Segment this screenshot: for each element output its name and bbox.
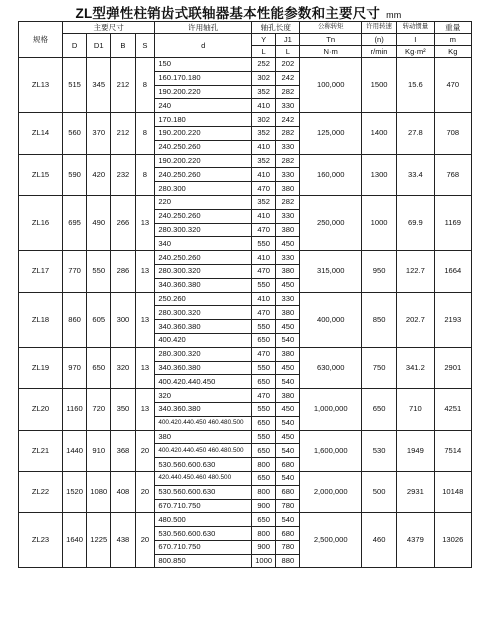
cell-i: 341.2 [397, 347, 434, 388]
cell-bore: 340.360.380 [155, 278, 252, 292]
cell-length-j: 242 [276, 113, 300, 127]
cell-s: 8 [135, 154, 155, 195]
cell-length-j: 380 [276, 264, 300, 278]
cell-s: 13 [135, 292, 155, 347]
cell-tn: 1,600,000 [300, 430, 362, 471]
cell-b: 232 [111, 154, 135, 195]
cell-n: 750 [362, 347, 397, 388]
cell-b: 286 [111, 251, 135, 292]
cell-s: 13 [135, 251, 155, 292]
cell-length-y: 900 [252, 499, 276, 513]
cell-b: 212 [111, 113, 135, 154]
cell-i: 1949 [397, 430, 434, 471]
cell-length-y: 650 [252, 444, 276, 458]
header-Y: Y [252, 34, 276, 46]
cell-length-y: 650 [252, 471, 276, 485]
cell-n: 530 [362, 430, 397, 471]
cell-tn: 100,000 [300, 58, 362, 113]
cell-n: 1400 [362, 113, 397, 154]
cell-s: 8 [135, 113, 155, 154]
table-row [19, 347, 472, 361]
cell-b: 212 [111, 58, 135, 113]
cell-n: 460 [362, 513, 397, 568]
cell-length-j: 282 [276, 154, 300, 168]
cell-length-j: 380 [276, 389, 300, 403]
cell-length-y: 800 [252, 527, 276, 541]
cell-spec: ZL14 [19, 113, 63, 154]
cell-s: 20 [135, 430, 155, 471]
cell-tn: 315,000 [300, 251, 362, 292]
table-row [19, 389, 472, 403]
cell-i: 202.7 [397, 292, 434, 347]
cell-spec: ZL22 [19, 471, 63, 512]
cell-m: 10148 [434, 471, 471, 512]
cell-length-y: 470 [252, 264, 276, 278]
cell-bore: 530.560.600.630 [155, 458, 252, 472]
header-Tn: Tn [300, 34, 362, 46]
cell-s: 8 [135, 58, 155, 113]
table-row [19, 154, 472, 168]
cell-length-j: 450 [276, 237, 300, 251]
cell-length-y: 650 [252, 375, 276, 389]
table-title [0, 2, 477, 22]
cell-s: 20 [135, 513, 155, 568]
cell-d1: 420 [87, 154, 111, 195]
cell-bore: 320 [155, 389, 252, 403]
cell-length-y: 1000 [252, 554, 276, 568]
cell-i: 69.9 [397, 195, 434, 250]
cell-m: 7514 [434, 430, 471, 471]
cell-m: 768 [434, 154, 471, 195]
cell-m: 470 [434, 58, 471, 113]
cell-m: 4251 [434, 389, 471, 430]
cell-length-y: 470 [252, 182, 276, 196]
cell-b: 438 [111, 513, 135, 568]
cell-d: 515 [62, 58, 86, 113]
cell-bore: 250.260 [155, 292, 252, 306]
cell-length-y: 650 [252, 333, 276, 347]
cell-bore: 420.440.450.460 480.500 [155, 471, 252, 485]
cell-length-j: 380 [276, 182, 300, 196]
cell-bore: 340 [155, 237, 252, 251]
cell-bore: 480.500 [155, 513, 252, 527]
cell-d: 1520 [62, 471, 86, 512]
cell-bore: 530.560.600.630 [155, 527, 252, 541]
cell-length-j: 380 [276, 223, 300, 237]
table-row [19, 430, 472, 444]
cell-b: 320 [111, 347, 135, 388]
cell-length-j: 330 [276, 251, 300, 265]
cell-length-j: 380 [276, 347, 300, 361]
cell-length-y: 550 [252, 237, 276, 251]
cell-length-j: 330 [276, 99, 300, 113]
cell-tn: 125,000 [300, 113, 362, 154]
cell-bore: 400.420.440.450 [155, 375, 252, 389]
table-row [19, 471, 472, 485]
cell-length-y: 800 [252, 485, 276, 499]
cell-bore: 170.180 [155, 113, 252, 127]
cell-d: 1640 [62, 513, 86, 568]
cell-bore: 800.850 [155, 554, 252, 568]
cell-tn: 400,000 [300, 292, 362, 347]
cell-n: 1500 [362, 58, 397, 113]
spec-table [18, 21, 472, 568]
header-D1: D1 [87, 34, 111, 58]
header-spec: 规格 [19, 22, 63, 58]
cell-length-j: 680 [276, 485, 300, 499]
cell-spec: ZL19 [19, 347, 63, 388]
cell-length-y: 550 [252, 320, 276, 334]
cell-length-j: 282 [276, 126, 300, 140]
cell-spec: ZL23 [19, 513, 63, 568]
cell-spec: ZL21 [19, 430, 63, 471]
cell-i: 710 [397, 389, 434, 430]
cell-length-y: 470 [252, 347, 276, 361]
cell-bore: 340.360.380 [155, 320, 252, 334]
cell-length-j: 540 [276, 333, 300, 347]
cell-s: 20 [135, 471, 155, 512]
cell-length-j: 680 [276, 527, 300, 541]
cell-length-y: 410 [252, 99, 276, 113]
cell-bore: 280.300.320 [155, 223, 252, 237]
cell-bore: 530.560.600.630 [155, 485, 252, 499]
cell-bore: 240 [155, 99, 252, 113]
cell-length-y: 352 [252, 85, 276, 99]
cell-d: 970 [62, 347, 86, 388]
cell-length-y: 252 [252, 58, 276, 72]
header-I: I [397, 34, 434, 46]
table-row [19, 292, 472, 306]
header-torque-unit: N·m [300, 46, 362, 58]
cell-i: 4379 [397, 513, 434, 568]
header-n: (n) [362, 34, 397, 46]
cell-tn: 2,000,000 [300, 471, 362, 512]
cell-length-y: 410 [252, 209, 276, 223]
cell-n: 500 [362, 471, 397, 512]
cell-length-j: 540 [276, 375, 300, 389]
cell-length-j: 330 [276, 168, 300, 182]
cell-d1: 370 [87, 113, 111, 154]
cell-tn: 1,000,000 [300, 389, 362, 430]
cell-bore: 240.250.260 [155, 140, 252, 154]
cell-length-y: 352 [252, 126, 276, 140]
cell-b: 266 [111, 195, 135, 250]
cell-length-j: 450 [276, 278, 300, 292]
cell-spec: ZL20 [19, 389, 63, 430]
cell-length-j: 540 [276, 416, 300, 430]
cell-d: 860 [62, 292, 86, 347]
cell-m: 2193 [434, 292, 471, 347]
cell-n: 1300 [362, 154, 397, 195]
cell-bore: 150 [155, 58, 252, 72]
cell-d1: 1080 [87, 471, 111, 512]
cell-spec: ZL17 [19, 251, 63, 292]
cell-i: 122.7 [397, 251, 434, 292]
cell-length-j: 282 [276, 85, 300, 99]
cell-m: 13026 [434, 513, 471, 568]
cell-length-y: 302 [252, 113, 276, 127]
cell-length-j: 282 [276, 195, 300, 209]
cell-d1: 1225 [87, 513, 111, 568]
table-row [19, 195, 472, 209]
cell-d1: 490 [87, 195, 111, 250]
cell-d1: 605 [87, 292, 111, 347]
cell-n: 950 [362, 251, 397, 292]
cell-length-y: 410 [252, 292, 276, 306]
header-weight: 重量 [434, 22, 471, 34]
cell-b: 368 [111, 430, 135, 471]
cell-length-y: 550 [252, 402, 276, 416]
cell-n: 1000 [362, 195, 397, 250]
header-inertia-unit: Kg·m² [397, 46, 434, 58]
cell-length-j: 450 [276, 320, 300, 334]
cell-d: 695 [62, 195, 86, 250]
cell-length-j: 540 [276, 471, 300, 485]
cell-d: 1160 [62, 389, 86, 430]
cell-bore: 240.250.260 [155, 168, 252, 182]
cell-length-y: 650 [252, 513, 276, 527]
header-speed-unit: r/min [362, 46, 397, 58]
cell-length-y: 410 [252, 251, 276, 265]
cell-length-y: 550 [252, 430, 276, 444]
cell-b: 300 [111, 292, 135, 347]
cell-length-j: 680 [276, 458, 300, 472]
cell-length-y: 550 [252, 361, 276, 375]
cell-d1: 345 [87, 58, 111, 113]
cell-bore: 340.360.380 [155, 361, 252, 375]
cell-bore: 190.200.220 [155, 85, 252, 99]
cell-length-y: 470 [252, 306, 276, 320]
cell-i: 2931 [397, 471, 434, 512]
cell-d1: 550 [87, 251, 111, 292]
cell-bore: 240.250.260 [155, 251, 252, 265]
header-L-y: L [252, 46, 276, 58]
cell-length-j: 880 [276, 554, 300, 568]
header-bore: 许用轴孔 [155, 22, 252, 34]
cell-m: 1169 [434, 195, 471, 250]
cell-d1: 650 [87, 347, 111, 388]
cell-length-y: 410 [252, 168, 276, 182]
cell-length-y: 470 [252, 223, 276, 237]
cell-length-j: 780 [276, 499, 300, 513]
cell-tn: 630,000 [300, 347, 362, 388]
cell-d: 1440 [62, 430, 86, 471]
header-D: D [62, 34, 86, 58]
cell-length-j: 202 [276, 58, 300, 72]
cell-spec: ZL18 [19, 292, 63, 347]
cell-length-y: 352 [252, 154, 276, 168]
header-B: B [111, 34, 135, 58]
cell-bore: 400.420.440.450 460.480.500 [155, 416, 252, 430]
cell-spec: ZL16 [19, 195, 63, 250]
header-torque: 公称转矩 [300, 22, 362, 34]
header-speed: 许用转速 [362, 22, 397, 34]
cell-i: 15.6 [397, 58, 434, 113]
cell-bore: 280.300.320 [155, 306, 252, 320]
cell-tn: 160,000 [300, 154, 362, 195]
cell-bore: 380 [155, 430, 252, 444]
cell-bore: 190.200.220 [155, 154, 252, 168]
title-unit: mm [386, 10, 402, 20]
cell-spec: ZL13 [19, 58, 63, 113]
cell-spec: ZL15 [19, 154, 63, 195]
header-d: d [155, 34, 252, 58]
cell-length-j: 540 [276, 444, 300, 458]
cell-bore: 340.360.380 [155, 402, 252, 416]
cell-length-j: 330 [276, 209, 300, 223]
table-body [19, 58, 472, 568]
cell-length-y: 900 [252, 540, 276, 554]
cell-length-j: 450 [276, 402, 300, 416]
header-main-dims: 主要尺寸 [62, 22, 154, 34]
cell-length-y: 470 [252, 389, 276, 403]
cell-length-y: 800 [252, 458, 276, 472]
cell-length-j: 540 [276, 513, 300, 527]
header-inertia: 转动惯量 [397, 22, 434, 34]
cell-s: 13 [135, 389, 155, 430]
cell-tn: 2,500,000 [300, 513, 362, 568]
cell-length-y: 302 [252, 71, 276, 85]
cell-bore: 400.420 [155, 333, 252, 347]
table-row [19, 58, 472, 72]
cell-bore: 670.710.750 [155, 499, 252, 513]
table-row [19, 113, 472, 127]
cell-n: 850 [362, 292, 397, 347]
cell-d: 590 [62, 154, 86, 195]
table-row [19, 513, 472, 527]
cell-bore: 240.250.260 [155, 209, 252, 223]
cell-bore: 190.200.220 [155, 126, 252, 140]
cell-m: 2901 [434, 347, 471, 388]
title-text: ZL型弹性柱销齿式联轴器基本性能参数和主要尺寸 [75, 6, 381, 21]
cell-bore: 400.420.440.450 460.480.500 [155, 444, 252, 458]
cell-n: 650 [362, 389, 397, 430]
header-hub-length: 轴孔长度 [252, 22, 300, 34]
table-row [19, 251, 472, 265]
cell-bore: 280.300.320 [155, 264, 252, 278]
cell-m: 1664 [434, 251, 471, 292]
cell-bore: 220 [155, 195, 252, 209]
cell-s: 13 [135, 347, 155, 388]
cell-m: 708 [434, 113, 471, 154]
header-L-j: L [276, 46, 300, 58]
cell-bore: 280.300 [155, 182, 252, 196]
cell-tn: 250,000 [300, 195, 362, 250]
cell-length-j: 330 [276, 140, 300, 154]
cell-length-j: 450 [276, 430, 300, 444]
cell-bore: 280.300.320 [155, 347, 252, 361]
cell-length-y: 352 [252, 195, 276, 209]
header-m: m [434, 34, 471, 46]
cell-length-j: 450 [276, 361, 300, 375]
cell-d1: 910 [87, 430, 111, 471]
cell-length-j: 330 [276, 292, 300, 306]
cell-bore: 670.710.750 [155, 540, 252, 554]
cell-length-y: 410 [252, 140, 276, 154]
cell-length-y: 550 [252, 278, 276, 292]
cell-length-y: 650 [252, 416, 276, 430]
cell-d: 560 [62, 113, 86, 154]
cell-length-j: 780 [276, 540, 300, 554]
cell-b: 408 [111, 471, 135, 512]
header-weight-unit: Kg [434, 46, 471, 58]
cell-bore: 160.170.180 [155, 71, 252, 85]
cell-i: 33.4 [397, 154, 434, 195]
header-S: S [135, 34, 155, 58]
cell-d1: 720 [87, 389, 111, 430]
cell-b: 350 [111, 389, 135, 430]
cell-length-j: 380 [276, 306, 300, 320]
cell-i: 27.8 [397, 113, 434, 154]
cell-d: 770 [62, 251, 86, 292]
cell-s: 13 [135, 195, 155, 250]
header-J1: J1 [276, 34, 300, 46]
cell-length-j: 242 [276, 71, 300, 85]
